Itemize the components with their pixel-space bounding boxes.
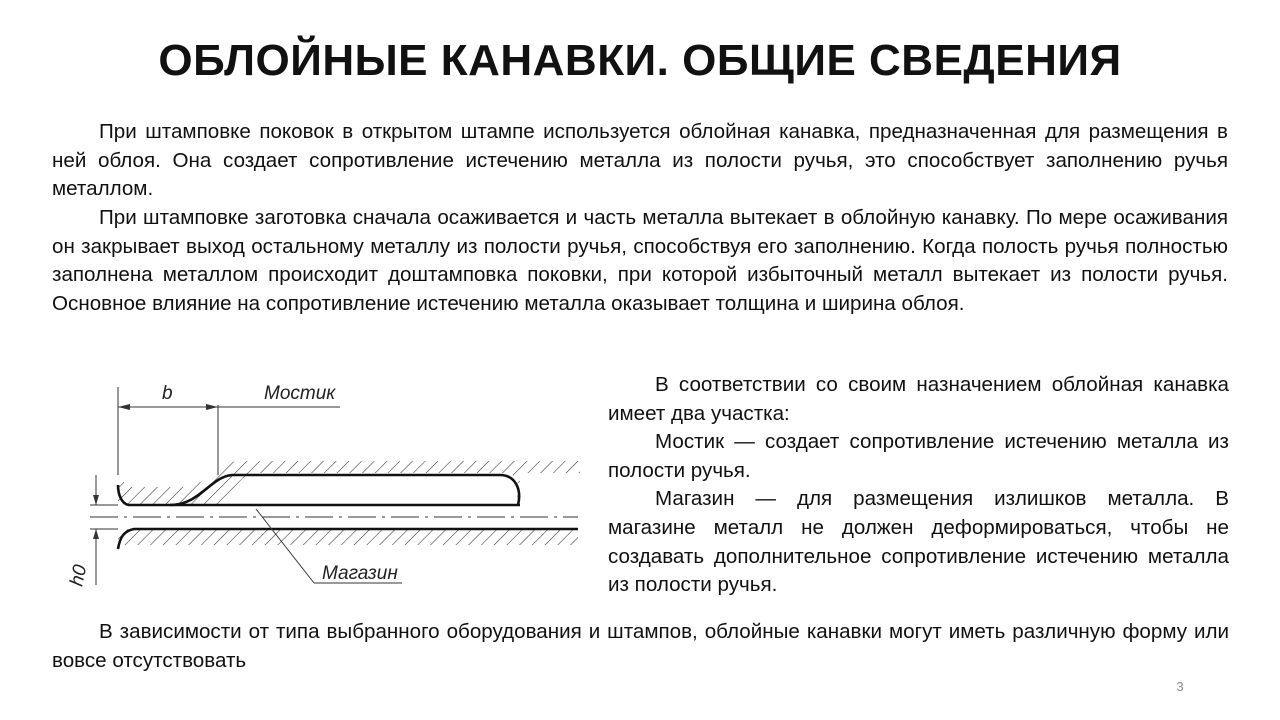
intro-paragraph-2 xyxy=(52,204,1228,318)
closing-paragraph xyxy=(52,618,1229,675)
b-arrow-left xyxy=(118,404,130,410)
label-h0: h0 xyxy=(66,562,92,589)
flash-groove-drawing xyxy=(50,365,590,605)
h0-arrow-bottom xyxy=(93,529,99,539)
h0-arrow-top xyxy=(93,495,99,505)
intro-paragraph-1 xyxy=(52,118,1228,204)
paragraph-text: Магазин — для размещения излишков металла. В магазине металл не должен деформироваться, чтобы не создавать дополнительное сопротивление истечению металла из полости ручья. xyxy=(608,487,1229,597)
magazine-leader xyxy=(256,509,314,583)
page-number: 3 xyxy=(1176,679,1184,694)
groove-sections-text xyxy=(608,371,1229,600)
lower-die-hatch xyxy=(118,529,578,545)
label-bridge: Мостик xyxy=(264,383,336,404)
slide-title: ОБЛОЙНЫЕ КАНАВКИ. ОБЩИЕ СВЕДЕНИЯ xyxy=(158,36,1122,85)
paragraph-text: При штамповке заготовка сначала осаживается и часть металла вытекает в облойную канавку. По мере осаживания он закрывает выход остальному металлу из полости ручья, способствуя его заполнению. Когда полость ручья полностью заполнена металлом происходит доштамповка поковки, при которой избыточный металл вытекает из полости ручья. Основное влияние на сопротивление истечению металла оказывает толщина и ширина облоя. xyxy=(52,206,1228,315)
paragraph-text: В соответствии со своим назначением облойная канавка имеет два участка: xyxy=(608,373,1229,425)
flash-groove-diagram xyxy=(50,365,590,605)
paragraph-text: При штамповке поковок в открытом штампе используется облойная канавка, предназначенная для размещения в ней облоя. Она создает сопротивление истечению металла из полости ручья, это способствует заполнению ручья металлом. xyxy=(52,120,1228,201)
label-b: b xyxy=(162,383,173,404)
upper-die-section xyxy=(118,461,580,505)
paragraph-text: Мостик — создает сопротивление истечению металла из полости ручья. xyxy=(608,430,1229,482)
paragraph-text: В зависимости от типа выбранного оборудования и штампов, облойные канавки могут иметь различную форму или вовсе отсутствовать xyxy=(52,620,1229,672)
label-magazine: Магазин xyxy=(322,563,398,584)
b-arrow-right xyxy=(206,404,218,410)
